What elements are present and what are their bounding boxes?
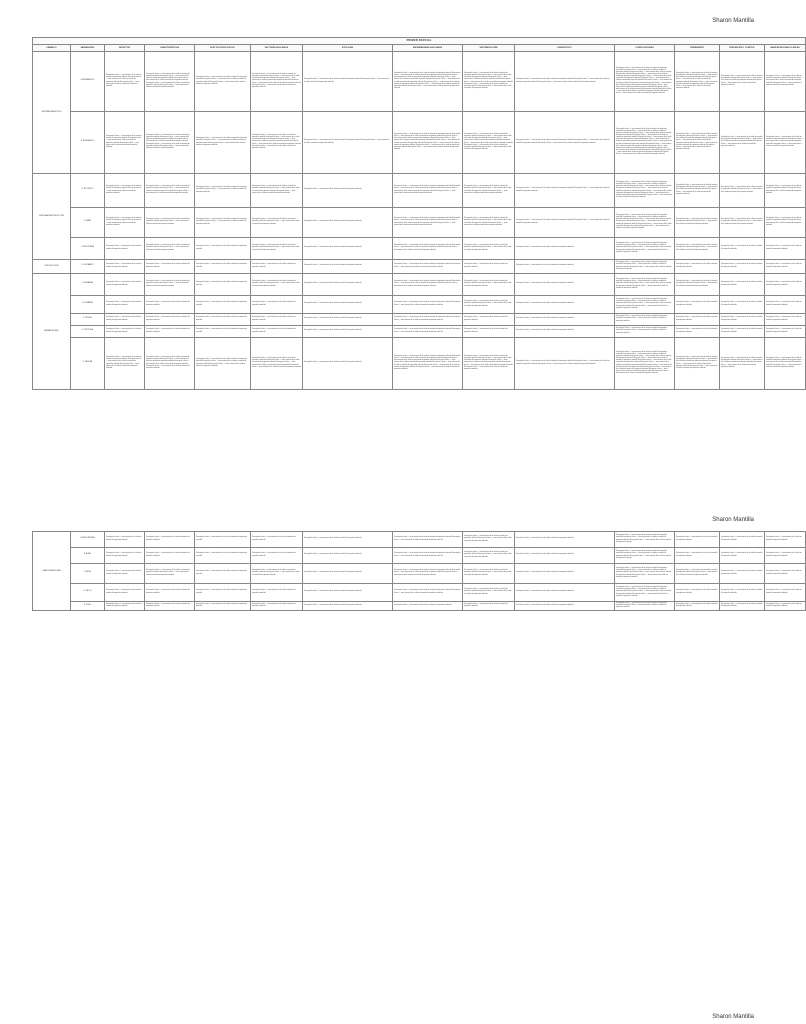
content-cell: Descripción clínica — texto extenso de la celda en tamaño de impresión reducido [515, 602, 615, 611]
content-cell: Descripción clínica — texto extenso de la celda en tamaño de impresión reducido [195, 602, 251, 611]
content-cell: Descripción clínica — texto extenso de la celda en tamaño de impresión reducido [720, 314, 765, 326]
content-cell: Descripción clínica — texto extenso de la celda en tamaño de impresión reducido [145, 584, 195, 602]
mediator-cell: R. INSULINA [71, 338, 105, 390]
content-cell: Descripción clínica — texto extenso de la celda en tamaño de impresión reducido [463, 602, 515, 611]
content-cell: Descripción clínica — texto extenso de la celda en tamaño de impresión reducido [765, 260, 806, 274]
content-cell: Descripción clínica — texto extenso de la celda en tamaño de impresión reducido [303, 208, 393, 238]
author-name: Sharon Mantilla [712, 18, 754, 24]
content-cell: Descripción clínica — texto extenso de la celda en tamaño de impresión reducido [195, 274, 251, 296]
content-cell: Descripción clínica — texto extenso de la celda en tamaño de impresión reducido [765, 564, 806, 584]
content-cell: Descripción clínica — texto extenso de la celda en tamaño de impresión reducido Descripción clínica — texto extenso de la celda en tamaño de impresión reducido Descripción clínica — texto extenso de la celda en tamaño de impresión reducido [195, 52, 251, 112]
content-cell: Descripción clínica — texto extenso de la celda en tamaño de impresión reducido [251, 602, 303, 611]
content-cell: Descripción clínica — texto extenso de la celda en tamaño de impresión reducido [145, 602, 195, 611]
content-cell: Descripción clínica — texto extenso de la celda en tamaño de impresión reducido [675, 532, 720, 548]
content-cell: Descripción clínica — texto extenso de la celda en tamaño de impresión reducido [515, 564, 615, 584]
system-cell: METABOLISMO [33, 274, 71, 390]
content-cell: Descripción clínica — texto extenso de la celda en tamaño de impresión reducido Descripción clínica — texto extenso de la celda en tamaño de impresión reducido [463, 564, 515, 584]
content-cell: Descripción clínica — texto extenso de la celda en tamaño de impresión reducido [195, 326, 251, 338]
content-cell: Descripción clínica — texto extenso de la celda en tamaño de impresión reducido Descripción clínica — texto extenso de la celda en tamaño de impresión reducido [393, 296, 463, 314]
column-header: EFECTOS FISIOLÓGICOS [195, 45, 251, 52]
table-row [33, 174, 806, 208]
content-cell: Descripción clínica — texto extenso de la celda en tamaño de impresión reducido [515, 296, 615, 314]
content-cell: Descripción clínica — texto extenso de la celda en tamaño de impresión reducido Descripción clínica — texto extenso de la celda en tamaño de impresión reducido [615, 326, 675, 338]
table-row [33, 296, 806, 314]
table-row [33, 326, 806, 338]
content-cell: Descripción clínica — texto extenso de la celda en tamaño de impresión reducido [105, 260, 145, 274]
table-row [33, 208, 806, 238]
content-cell: Descripción clínica — texto extenso de la celda en tamaño de impresión reducido [105, 314, 145, 326]
table-row [33, 338, 806, 390]
content-cell: Descripción clínica — texto extenso de la celda en tamaño de impresión reducido Descripción clínica — texto extenso de la celda en tamaño de impresión reducido Descripción clínica — texto extenso de la celda en tamaño de impresión reducido [720, 112, 765, 174]
content-cell: Descripción clínica — texto extenso de la celda en tamaño de impresión reducido Descripción clínica — texto extenso de la celda en tamaño de impresión reducido [463, 296, 515, 314]
mediator-cell: R. SEROTONINA [71, 238, 105, 260]
mediator-cell: R. MUSCARÍNICO [71, 112, 105, 174]
content-cell: Descripción clínica — texto extenso de la celda en tamaño de impresión reducido Descripción clínica — texto extenso de la celda en tamaño de impresión reducido [393, 584, 463, 602]
table-row [33, 112, 806, 174]
content-cell: Descripción clínica — texto extenso de la celda en tamaño de impresión reducido Descripción clínica — texto extenso de la celda en tamaño de impresión reducido [251, 238, 303, 260]
content-cell: Descripción clínica — texto extenso de la celda en tamaño de impresión reducido Descripción clínica — texto extenso de la celda en tamaño de impresión reducido Descripción clínica — texto extenso de la celda en tamaño de impresión reducido Descripción clínica — texto extenso de la celda en tamaño de impresión reducido Descripción clínica — texto extenso de la celda en tamaño de impresión reducido Descripción clínica — texto extenso de la celda en tamaño de impresión reducido [615, 208, 675, 238]
mediator-cell: R. CALCIO [71, 584, 105, 602]
content-cell: Descripción clínica — texto extenso de la celda en tamaño de impresión reducido [251, 296, 303, 314]
content-cell: Descripción clínica — texto extenso de la celda en tamaño de impresión reducido Descripción clínica — texto extenso de la celda en tamaño de impresión reducido [145, 208, 195, 238]
table-row [33, 584, 806, 602]
mediator-cell: R. BETA [71, 564, 105, 584]
column-header: ETIOLOGÍA [303, 45, 393, 52]
column-header: ENFERMEDADES ASOCIADAS [393, 45, 463, 52]
content-cell: Descripción clínica — texto extenso de la celda en tamaño de impresión reducido Descripción clínica — texto extenso de la celda en tamaño de impresión reducido [145, 274, 195, 296]
content-cell: Descripción clínica — texto extenso de la celda en tamaño de impresión reducido Descripción clínica — texto extenso de la celda en tamaño de impresión reducido Descripción clínica — texto extenso de la celda en tamaño de impresión reducido Descripción clínica — texto extenso de la celda en tamaño de impresión reducido Descripción clínica — texto extenso de la celda en tamaño de impresión reducido Descripción clínica — texto extenso de la celda en tamaño de impresión reducido [463, 112, 515, 174]
page-2-table [32, 531, 802, 611]
content-cell: Descripción clínica — texto extenso de la celda en tamaño de impresión reducido [463, 326, 515, 338]
content-cell: Descripción clínica — texto extenso de la celda en tamaño de impresión reducido [145, 296, 195, 314]
content-cell: Descripción clínica — texto extenso de la celda en tamaño de impresión reducido Descripción clínica — texto extenso de la celda en tamaño de impresión reducido Descripción clínica — texto extenso de la celda en tamaño de impresión reducido Descripción clínica — texto extenso de la celda en tamaño de impresión reducido [145, 338, 195, 390]
content-cell: Descripción clínica — texto extenso de la celda en tamaño de impresión reducido [765, 532, 806, 548]
content-cell: Descripción clínica — texto extenso de la celda en tamaño de impresión reducido Descripción clínica — texto extenso de la celda en tamaño de impresión reducido [393, 326, 463, 338]
content-cell: Descripción clínica — texto extenso de la celda en tamaño de impresión reducido Descripción clínica — texto extenso de la celda en tamaño de impresión reducido Descripción clínica — texto extenso de la celda en tamaño de impresión reducido Descripción clínica — texto extenso de la celda en tamaño de impresión reducido [251, 338, 303, 390]
content-cell: Descripción clínica — texto extenso de la celda en tamaño de impresión reducido Descripción clínica — texto extenso de la celda en tamaño de impresión reducido Descripción clínica — texto extenso de la celda en tamaño de impresión reducido Descripción clínica — texto extenso de la celda en tamaño de impresión reducido Descripción clínica — texto extenso de la celda en tamaño de impresión reducido [145, 112, 195, 174]
content-cell: Descripción clínica — texto extenso de la celda en tamaño de impresión reducido Descripción clínica — texto extenso de la celda en tamaño de impresión reducido Descripción clínica — texto extenso de la celda en tamaño de impresión reducido Descripción clínica — texto extenso de la celda en tamaño de impresión reducido Descripción clínica — texto extenso de la celda en tamaño de impresión reducido [145, 52, 195, 112]
system-cell: SISTEMA REPRODUCTOR [33, 174, 71, 260]
content-cell: Descripción clínica — texto extenso de la celda en tamaño de impresión reducido [720, 584, 765, 602]
content-cell: Descripción clínica — texto extenso de la celda en tamaño de impresión reducido [720, 326, 765, 338]
content-cell: Descripción clínica — texto extenso de la celda en tamaño de impresión reducido [251, 532, 303, 548]
content-cell: Descripción clínica — texto extenso de la celda en tamaño de impresión reducido Descripción clínica — texto extenso de la celda en tamaño de impresión reducido [105, 174, 145, 208]
document-title: PRIMER PARCIAL [33, 38, 806, 45]
content-cell: Descripción clínica — texto extenso de la celda en tamaño de impresión reducido [303, 602, 393, 611]
content-cell: Descripción clínica — texto extenso de la celda en tamaño de impresión reducido [195, 532, 251, 548]
content-cell: Descripción clínica — texto extenso de la celda en tamaño de impresión reducido Descripción clínica — texto extenso de la celda en tamaño de impresión reducido [675, 238, 720, 260]
content-cell: Descripción clínica — texto extenso de la celda en tamaño de impresión reducido [515, 548, 615, 564]
content-cell: Descripción clínica — texto extenso de la celda en tamaño de impresión reducido Descripción clínica — texto extenso de la celda en tamaño de impresión reducido Descripción clínica — texto extenso de la celda en tamaño de impresión reducido Descripción clínica — texto extenso de la celda en tamaño de impresión reducido [675, 338, 720, 390]
system-cell: CARDIOVASCULAR [33, 532, 71, 611]
content-cell: Descripción clínica — texto extenso de la celda en tamaño de impresión reducido [105, 326, 145, 338]
content-cell: Descripción clínica — texto extenso de la celda en tamaño de impresión reducido Descripción clínica — texto extenso de la celda en tamaño de impresión reducido Descripción clínica — texto extenso de la celda en tamaño de impresión reducido [463, 174, 515, 208]
author-name: Sharon Mantilla [712, 1014, 754, 1020]
content-cell: Descripción clínica — texto extenso de la celda en tamaño de impresión reducido [765, 326, 806, 338]
column-header: RECEPTOR [105, 45, 145, 52]
content-cell: Descripción clínica — texto extenso de la celda en tamaño de impresión reducido [515, 274, 615, 296]
content-cell: Descripción clínica — texto extenso de la celda en tamaño de impresión reducido [303, 548, 393, 564]
content-cell: Descripción clínica — texto extenso de la celda en tamaño de impresión reducido [303, 174, 393, 208]
mediator-cell: R. GLUTAMATO [71, 260, 105, 274]
content-cell: Descripción clínica — texto extenso de la celda en tamaño de impresión reducido [765, 274, 806, 296]
table-row [33, 314, 806, 326]
content-cell: Descripción clínica — texto extenso de la celda en tamaño de impresión reducido [105, 548, 145, 564]
content-cell: Descripción clínica — texto extenso de la celda en tamaño de impresión reducido [675, 314, 720, 326]
content-cell: Descripción clínica — texto extenso de la celda en tamaño de impresión reducido [720, 260, 765, 274]
content-cell: Descripción clínica — texto extenso de la celda en tamaño de impresión reducido [393, 602, 463, 611]
content-cell: Descripción clínica — texto extenso de la celda en tamaño de impresión reducido [195, 296, 251, 314]
content-cell: Descripción clínica — texto extenso de la celda en tamaño de impresión reducido [675, 602, 720, 611]
content-cell: Descripción clínica — texto extenso de la celda en tamaño de impresión reducido Descripción clínica — texto extenso de la celda en tamaño de impresión reducido Descripción clínica — texto extenso de la celda en tamaño de impresión reducido [105, 112, 145, 174]
content-cell: Descripción clínica — texto extenso de la celda en tamaño de impresión reducido [515, 584, 615, 602]
system-cell: SISTEMA NERVIOSO [33, 52, 71, 174]
mediator-cell: R. NICOTÍNICO [71, 174, 105, 208]
content-cell: Descripción clínica — texto extenso de la celda en tamaño de impresión reducido [720, 296, 765, 314]
content-cell: Descripción clínica — texto extenso de la celda en tamaño de impresión reducido Descripción clínica — texto extenso de la celda en tamaño de impresión reducido Descripción clínica — texto extenso de la celda en tamaño de impresión reducido Descripción clínica — texto extenso de la celda en tamaño de impresión reducido Descripción clínica — texto extenso de la celda en tamaño de impresión reducido Descripción clínica — texto extenso de la celda en tamaño de impresión reducido Descripción clínica — texto extenso de la celda en tamaño de impresión reducido Descripción clínica — texto extenso de la celda en tamaño de impresión reducido [393, 52, 463, 112]
content-cell: Descripción clínica — texto extenso de la celda en tamaño de impresión reducido Descripción clínica — texto extenso de la celda en tamaño de impresión reducido Descripción clínica — texto extenso de la celda en tamaño de impresión reducido [251, 174, 303, 208]
content-cell: Descripción clínica — texto extenso de la celda en tamaño de impresión reducido [251, 548, 303, 564]
content-cell: Descripción clínica — texto extenso de la celda en tamaño de impresión reducido [251, 260, 303, 274]
content-cell: Descripción clínica — texto extenso de la celda en tamaño de impresión reducido [720, 274, 765, 296]
mediator-cell: R. ADRENÉRGICO [71, 52, 105, 112]
content-cell: Descripción clínica — texto extenso de la celda en tamaño de impresión reducido Descripción clínica — texto extenso de la celda en tamaño de impresión reducido [675, 564, 720, 584]
mediator-cell: R. ALFA 1 [71, 548, 105, 564]
page-1-table [32, 37, 804, 390]
mediator-cell: R. DOPAMINA [71, 296, 105, 314]
content-cell: Descripción clínica — texto extenso de la celda en tamaño de impresión reducido Descripción clínica — texto extenso de la celda en tamaño de impresión reducido [720, 208, 765, 238]
content-cell: Descripción clínica — texto extenso de la celda en tamaño de impresión reducido Descripción clínica — texto extenso de la celda en tamaño de impresión reducido Descripción clínica — texto extenso de la celda en tamaño de impresión reducido Descripción clínica — texto extenso de la celda en tamaño de impresión reducido [615, 564, 675, 584]
content-cell: Descripción clínica — texto extenso de la celda en tamaño de impresión reducido Descripción clínica — texto extenso de la celda en tamaño de impresión reducido Descripción clínica — texto extenso de la celda en tamaño de impresión reducido Descripción clínica — texto extenso de la celda en tamaño de impresión reducido [615, 296, 675, 314]
content-cell: Descripción clínica — texto extenso de la celda en tamaño de impresión reducido [675, 296, 720, 314]
content-cell: Descripción clínica — texto extenso de la celda en tamaño de impresión reducido Descripción clínica — texto extenso de la celda en tamaño de impresión reducido [303, 52, 393, 112]
column-header: CARACTERÍSTICAS [145, 45, 195, 52]
content-cell: Descripción clínica — texto extenso de la celda en tamaño de impresión reducido [195, 584, 251, 602]
content-cell: Descripción clínica — texto extenso de la celda en tamaño de impresión reducido [765, 602, 806, 611]
content-cell: Descripción clínica — texto extenso de la celda en tamaño de impresión reducido [251, 326, 303, 338]
content-cell: Descripción clínica — texto extenso de la celda en tamaño de impresión reducido Descripción clínica — texto extenso de la celda en tamaño de impresión reducido Descripción clínica — texto extenso de la celda en tamaño de impresión reducido [105, 338, 145, 390]
content-cell: Descripción clínica — texto extenso de la celda en tamaño de impresión reducido Descripción clínica — texto extenso de la celda en tamaño de impresión reducido Descripción clínica — texto extenso de la celda en tamaño de impresión reducido [515, 338, 615, 390]
content-cell: Descripción clínica — texto extenso de la celda en tamaño de impresión reducido [145, 314, 195, 326]
content-cell: Descripción clínica — texto extenso de la celda en tamaño de impresión reducido [195, 548, 251, 564]
content-cell: Descripción clínica — texto extenso de la celda en tamaño de impresión reducido Descripción clínica — texto extenso de la celda en tamaño de impresión reducido Descripción clínica — texto extenso de la celda en tamaño de impresión reducido Descripción clínica — texto extenso de la celda en tamaño de impresión reducido Descripción clínica — texto extenso de la celda en tamaño de impresión reducido Descripción clínica — texto extenso de la celda en tamaño de impresión reducido Descripción clínica — texto extenso de la celda en tamaño de impresión reducido [393, 338, 463, 390]
content-cell: Descripción clínica — texto extenso de la celda en tamaño de impresión reducido [720, 238, 765, 260]
content-cell: Descripción clínica — texto extenso de la celda en tamaño de impresión reducido [675, 584, 720, 602]
content-cell: Descripción clínica — texto extenso de la celda en tamaño de impresión reducido Descripción clínica — texto extenso de la celda en tamaño de impresión reducido Descripción clínica — texto extenso de la celda en tamaño de impresión reducido Descripción clínica — texto extenso de la celda en tamaño de impresión reducido Descripción clínica — texto extenso de la celda en tamaño de impresión reducido Descripción clínica — texto extenso de la celda en tamaño de impresión reducido Descripción clínica — texto extenso de la celda en tamaño de impresión reducido Descripción clínica — texto extenso de la celda en tamaño de impresión reducido Descripción clínica — texto extenso de la celda en tamaño de impresión reducido Descripción clínica — texto extenso de la celda en tamaño de impresión reducido Descripción clínica — texto extenso de la celda en tamaño de impresión reducido Descripción clínica — texto extenso de la celda en tamaño de impresión reducido [615, 52, 675, 112]
content-cell: Descripción clínica — texto extenso de la celda en tamaño de impresión reducido Descripción clínica — texto extenso de la celda en tamaño de impresión reducido [393, 532, 463, 548]
table-row [33, 532, 806, 548]
mediator-cell: R. GABA [71, 208, 105, 238]
content-cell: Descripción clínica — texto extenso de la celda en tamaño de impresión reducido [195, 238, 251, 260]
content-cell: Descripción clínica — texto extenso de la celda en tamaño de impresión reducido Descripción clínica — texto extenso de la celda en tamaño de impresión reducido [195, 174, 251, 208]
content-cell: Descripción clínica — texto extenso de la celda en tamaño de impresión reducido [251, 584, 303, 602]
content-cell: Descripción clínica — texto extenso de la celda en tamaño de impresión reducido [303, 532, 393, 548]
mediator-cell: R. SODIO [71, 602, 105, 611]
content-cell: Descripción clínica — texto extenso de la celda en tamaño de impresión reducido [303, 584, 393, 602]
content-cell: Descripción clínica — texto extenso de la celda en tamaño de impresión reducido Descripción clínica — texto extenso de la celda en tamaño de impresión reducido Descripción clínica — texto extenso de la celda en tamaño de impresión reducido Descripción clínica — texto extenso de la celda en tamaño de impresión reducido Descripción clínica — texto extenso de la celda en tamaño de impresión reducido Descripción clínica — texto extenso de la celda en tamaño de impresión reducido Descripción clínica — texto extenso de la celda en tamaño de impresión reducido [615, 174, 675, 208]
table-row [33, 260, 806, 274]
content-cell: Descripción clínica — texto extenso de la celda en tamaño de impresión reducido [303, 274, 393, 296]
content-cell: Descripción clínica — texto extenso de la celda en tamaño de impresión reducido [720, 564, 765, 584]
column-header: TRATAMIENTO [675, 45, 720, 52]
content-cell: Descripción clínica — texto extenso de la celda en tamaño de impresión reducido Descripción clínica — texto extenso de la celda en tamaño de impresión reducido Descripción clínica — texto extenso de la celda en tamaño de impresión reducido [393, 564, 463, 584]
content-cell: Descripción clínica — texto extenso de la celda en tamaño de impresión reducido Descripción clínica — texto extenso de la celda en tamaño de impresión reducido Descripción clínica — texto extenso de la celda en tamaño de impresión reducido [765, 112, 806, 174]
content-cell: Descripción clínica — texto extenso de la celda en tamaño de impresión reducido Descripción clínica — texto extenso de la celda en tamaño de impresión reducido [515, 208, 615, 238]
content-cell: Descripción clínica — texto extenso de la celda en tamaño de impresión reducido [105, 238, 145, 260]
content-cell: Descripción clínica — texto extenso de la celda en tamaño de impresión reducido Descripción clínica — texto extenso de la celda en tamaño de impresión reducido Descripción clínica — texto extenso de la celda en tamaño de impresión reducido [720, 52, 765, 112]
content-cell: Descripción clínica — texto extenso de la celda en tamaño de impresión reducido Descripción clínica — texto extenso de la celda en tamaño de impresión reducido [105, 208, 145, 238]
content-cell: Descripción clínica — texto extenso de la celda en tamaño de impresión reducido [195, 314, 251, 326]
content-cell: Descripción clínica — texto extenso de la celda en tamaño de impresión reducido [105, 602, 145, 611]
content-cell: Descripción clínica — texto extenso de la celda en tamaño de impresión reducido [675, 326, 720, 338]
mediator-cell: R. OPIOIDE [71, 314, 105, 326]
mediator-cell: R. OXITOCINA [71, 326, 105, 338]
content-cell: Descripción clínica — texto extenso de la celda en tamaño de impresión reducido [145, 260, 195, 274]
content-cell: Descripción clínica — texto extenso de la celda en tamaño de impresión reducido Descripción clínica — texto extenso de la celda en tamaño de impresión reducido [145, 238, 195, 260]
content-cell: Descripción clínica — texto extenso de la celda en tamaño de impresión reducido Descripción clínica — texto extenso de la celda en tamaño de impresión reducido Descripción clínica — texto extenso de la celda en tamaño de impresión reducido Descripción clínica — texto extenso de la celda en tamaño de impresión reducido [615, 238, 675, 260]
content-cell: Descripción clínica — texto extenso de la celda en tamaño de impresión reducido [515, 314, 615, 326]
content-cell: Descripción clínica — texto extenso de la celda en tamaño de impresión reducido [463, 314, 515, 326]
content-cell: Descripción clínica — texto extenso de la celda en tamaño de impresión reducido Descripción clínica — texto extenso de la celda en tamaño de impresión reducido Descripción clínica — texto extenso de la celda en tamaño de impresión reducido Descripción clínica — texto extenso de la celda en tamaño de impresión reducido Descripción clínica — texto extenso de la celda en tamaño de impresión reducido [675, 52, 720, 112]
table-row [33, 238, 806, 260]
content-cell: Descripción clínica — texto extenso de la celda en tamaño de impresión reducido Descripción clínica — texto extenso de la celda en tamaño de impresión reducido [251, 564, 303, 584]
column-header: COMPLICACIONES [615, 45, 675, 52]
content-cell: Descripción clínica — texto extenso de la celda en tamaño de impresión reducido [675, 260, 720, 274]
content-cell: Descripción clínica — texto extenso de la celda en tamaño de impresión reducido Descripción clínica — texto extenso de la celda en tamaño de impresión reducido Descripción clínica — texto extenso de la celda en tamaño de impresión reducido Descripción clínica — texto extenso de la celda en tamaño de impresión reducido [615, 584, 675, 602]
content-cell: Descripción clínica — texto extenso de la celda en tamaño de impresión reducido [515, 260, 615, 274]
content-cell: Descripción clínica — texto extenso de la celda en tamaño de impresión reducido Descripción clínica — texto extenso de la celda en tamaño de impresión reducido [720, 174, 765, 208]
content-cell: Descripción clínica — texto extenso de la celda en tamaño de impresión reducido Descripción clínica — texto extenso de la celda en tamaño de impresión reducido [393, 548, 463, 564]
table-row [33, 274, 806, 296]
column-header: MANIFESTACIONES CLÍNICAS [765, 45, 806, 52]
table-row [33, 602, 806, 611]
content-cell: Descripción clínica — texto extenso de la celda en tamaño de impresión reducido Descripción clínica — texto extenso de la celda en tamaño de impresión reducido [463, 274, 515, 296]
content-cell: Descripción clínica — texto extenso de la celda en tamaño de impresión reducido [303, 314, 393, 326]
content-cell: Descripción clínica — texto extenso de la celda en tamaño de impresión reducido [765, 548, 806, 564]
content-cell: Descripción clínica — texto extenso de la celda en tamaño de impresión reducido Descripción clínica — texto extenso de la celda en tamaño de impresión reducido Descripción clínica — texto extenso de la celda en tamaño de impresión reducido [393, 238, 463, 260]
content-cell: Descripción clínica — texto extenso de la celda en tamaño de impresión reducido Descripción clínica — texto extenso de la celda en tamaño de impresión reducido Descripción clínica — texto extenso de la celda en tamaño de impresión reducido [463, 208, 515, 238]
content-cell: Descripción clínica — texto extenso de la celda en tamaño de impresión reducido [105, 564, 145, 584]
content-cell: Descripción clínica — texto extenso de la celda en tamaño de impresión reducido Descripción clínica — texto extenso de la celda en tamaño de impresión reducido Descripción clínica — texto extenso de la celda en tamaño de impresión reducido Descripción clínica — texto extenso de la celda en tamaño de impresión reducido Descripción clínica — texto extenso de la celda en tamaño de impresión reducido Descripción clínica — texto extenso de la celda en tamaño de impresión reducido [463, 52, 515, 112]
column-header: SINTOMATOLOGÍA [463, 45, 515, 52]
content-cell: Descripción clínica — texto extenso de la celda en tamaño de impresión reducido Descripción clínica — texto extenso de la celda en tamaño de impresión reducido [463, 532, 515, 548]
content-cell: Descripción clínica — texto extenso de la celda en tamaño de impresión reducido [720, 602, 765, 611]
content-cell: Descripción clínica — texto extenso de la celda en tamaño de impresión reducido [195, 564, 251, 584]
content-cell: Descripción clínica — texto extenso de la celda en tamaño de impresión reducido Descripción clínica — texto extenso de la celda en tamaño de impresión reducido [675, 208, 720, 238]
content-cell: Descripción clínica — texto extenso de la celda en tamaño de impresión reducido [515, 326, 615, 338]
content-cell: Descripción clínica — texto extenso de la celda en tamaño de impresión reducido [765, 296, 806, 314]
content-cell: Descripción clínica — texto extenso de la celda en tamaño de impresión reducido Descripción clínica — texto extenso de la celda en tamaño de impresión reducido [615, 314, 675, 326]
content-cell: Descripción clínica — texto extenso de la celda en tamaño de impresión reducido Descripción clínica — texto extenso de la celda en tamaño de impresión reducido Descripción clínica — texto extenso de la celda en tamaño de impresión reducido Descripción clínica — texto extenso de la celda en tamaño de impresión reducido [615, 274, 675, 296]
content-cell: Descripción clínica — texto extenso de la celda en tamaño de impresión reducido [720, 532, 765, 548]
content-cell: Descripción clínica — texto extenso de la celda en tamaño de impresión reducido Descripción clínica — texto extenso de la celda en tamaño de impresión reducido Descripción clínica — texto extenso de la celda en tamaño de impresión reducido [105, 52, 145, 112]
content-cell: Descripción clínica — texto extenso de la celda en tamaño de impresión reducido [720, 548, 765, 564]
content-cell: Descripción clínica — texto extenso de la celda en tamaño de impresión reducido [145, 532, 195, 548]
table-row [33, 548, 806, 564]
content-cell: Descripción clínica — texto extenso de la celda en tamaño de impresión reducido Descripción clínica — texto extenso de la celda en tamaño de impresión reducido Descripción clínica — texto extenso de la celda en tamaño de impresión reducido Descripción clínica — texto extenso de la celda en tamaño de impresión reducido Descripción clínica — texto extenso de la celda en tamaño de impresión reducido Descripción clínica — texto extenso de la celda en tamaño de impresión reducido Descripción clínica — texto extenso de la celda en tamaño de impresión reducido Descripción clínica — texto extenso de la celda en tamaño de impresión reducido Descripción clínica — texto extenso de la celda en tamaño de impresión reducido Descripción clínica — texto extenso de la celda en tamaño de impresión reducido [615, 338, 675, 390]
content-cell: Descripción clínica — texto extenso de la celda en tamaño de impresión reducido Descripción clínica — texto extenso de la celda en tamaño de impresión reducido [303, 112, 393, 174]
content-cell: Descripción clínica — texto extenso de la celda en tamaño de impresión reducido Descripción clínica — texto extenso de la celda en tamaño de impresión reducido Descripción clínica — texto extenso de la celda en tamaño de impresión reducido [615, 548, 675, 564]
content-cell: Descripción clínica — texto extenso de la celda en tamaño de impresión reducido [105, 584, 145, 602]
content-cell: Descripción clínica — texto extenso de la celda en tamaño de impresión reducido Descripción clínica — texto extenso de la celda en tamaño de impresión reducido Descripción clínica — texto extenso de la celda en tamaño de impresión reducido [615, 532, 675, 548]
content-cell: Descripción clínica — texto extenso de la celda en tamaño de impresión reducido Descripción clínica — texto extenso de la celda en tamaño de impresión reducido Descripción clínica — texto extenso de la celda en tamaño de impresión reducido Descripción clínica — texto extenso de la celda en tamaño de impresión reducido [393, 174, 463, 208]
content-cell: Descripción clínica — texto extenso de la celda en tamaño de impresión reducido Descripción clínica — texto extenso de la celda en tamaño de impresión reducido [251, 208, 303, 238]
content-cell: Descripción clínica — texto extenso de la celda en tamaño de impresión reducido Descripción clínica — texto extenso de la celda en tamaño de impresión reducido [765, 174, 806, 208]
content-cell: Descripción clínica — texto extenso de la celda en tamaño de impresión reducido [251, 314, 303, 326]
content-cell: Descripción clínica — texto extenso de la celda en tamaño de impresión reducido [303, 296, 393, 314]
content-cell: Descripción clínica — texto extenso de la celda en tamaño de impresión reducido Descripción clínica — texto extenso de la celda en tamaño de impresión reducido Descripción clínica — texto extenso de la celda en tamaño de impresión reducido [675, 174, 720, 208]
content-cell: Descripción clínica — texto extenso de la celda en tamaño de impresión reducido [303, 338, 393, 390]
content-cell: Descripción clínica — texto extenso de la celda en tamaño de impresión reducido Descripción clínica — texto extenso de la celda en tamaño de impresión reducido [251, 274, 303, 296]
content-cell: Descripción clínica — texto extenso de la celda en tamaño de impresión reducido [145, 548, 195, 564]
content-cell: Descripción clínica — texto extenso de la celda en tamaño de impresión reducido [303, 238, 393, 260]
content-cell: Descripción clínica — texto extenso de la celda en tamaño de impresión reducido Descripción clínica — texto extenso de la celda en tamaño de impresión reducido Descripción clínica — texto extenso de la celda en tamaño de impresión reducido [765, 52, 806, 112]
system-cell: PRODUCCIÓN [33, 260, 71, 274]
content-cell: Descripción clínica — texto extenso de la celda en tamaño de impresión reducido Descripción clínica — texto extenso de la celda en tamaño de impresión reducido Descripción clínica — texto extenso de la celda en tamaño de impresión reducido [515, 52, 615, 112]
content-cell: Descripción clínica — texto extenso de la celda en tamaño de impresión reducido Descripción clínica — texto extenso de la celda en tamaño de impresión reducido Descripción clínica — texto extenso de la celda en tamaño de impresión reducido [720, 338, 765, 390]
mediator-cell: R. HISTAMINA [71, 274, 105, 296]
column-header: MEDIADORES [71, 45, 105, 52]
content-cell: Descripción clínica — texto extenso de la celda en tamaño de impresión reducido [105, 296, 145, 314]
column-header: PREVENCIÓN Y CONTROL [720, 45, 765, 52]
content-cell: Descripción clínica — texto extenso de la celda en tamaño de impresión reducido [145, 326, 195, 338]
content-cell: Descripción clínica — texto extenso de la celda en tamaño de impresión reducido Descripción clínica — texto extenso de la celda en tamaño de impresión reducido [615, 602, 675, 611]
content-cell: Descripción clínica — texto extenso de la celda en tamaño de impresión reducido Descripción clínica — texto extenso de la celda en tamaño de impresión reducido Descripción clínica — texto extenso de la celda en tamaño de impresión reducido [195, 338, 251, 390]
content-cell: Descripción clínica — texto extenso de la celda en tamaño de impresión reducido [765, 314, 806, 326]
column-header: FÁRMACO [33, 45, 71, 52]
column-header: FACTORES ASOCIADOS [251, 45, 303, 52]
content-cell: Descripción clínica — texto extenso de la celda en tamaño de impresión reducido [515, 238, 615, 260]
content-cell: Descripción clínica — texto extenso de la celda en tamaño de impresión reducido [195, 260, 251, 274]
content-cell: Descripción clínica — texto extenso de la celda en tamaño de impresión reducido [303, 326, 393, 338]
content-cell: Descripción clínica — texto extenso de la celda en tamaño de impresión reducido [105, 532, 145, 548]
content-cell: Descripción clínica — texto extenso de la celda en tamaño de impresión reducido Descripción clínica — texto extenso de la celda en tamaño de impresión reducido Descripción clínica — texto extenso de la celda en tamaño de impresión reducido [145, 174, 195, 208]
content-cell: Descripción clínica — texto extenso de la celda en tamaño de impresión reducido Descripción clínica — texto extenso de la celda en tamaño de impresión reducido [393, 314, 463, 326]
content-cell: Descripción clínica — texto extenso de la celda en tamaño de impresión reducido Descripción clínica — texto extenso de la celda en tamaño de impresión reducido [675, 274, 720, 296]
content-cell: Descripción clínica — texto extenso de la celda en tamaño de impresión reducido Descripción clínica — texto extenso de la celda en tamaño de impresión reducido [463, 584, 515, 602]
content-cell: Descripción clínica — texto extenso de la celda en tamaño de impresión reducido Descripción clínica — texto extenso de la celda en tamaño de impresión reducido Descripción clínica — texto extenso de la celda en tamaño de impresión reducido Descripción clínica — texto extenso de la celda en tamaño de impresión reducido [393, 208, 463, 238]
table-row [33, 52, 806, 112]
content-cell: Descripción clínica — texto extenso de la celda en tamaño de impresión reducido Descripción clínica — texto extenso de la celda en tamaño de impresión reducido [195, 208, 251, 238]
content-cell: Descripción clínica — texto extenso de la celda en tamaño de impresión reducido Descripción clínica — texto extenso de la celda en tamaño de impresión reducido Descripción clínica — texto extenso de la celda en tamaño de impresión reducido [765, 338, 806, 390]
content-cell: Descripción clínica — texto extenso de la celda en tamaño de impresión reducido [303, 564, 393, 584]
content-cell: Descripción clínica — texto extenso de la celda en tamaño de impresión reducido [303, 260, 393, 274]
content-cell: Descripción clínica — texto extenso de la celda en tamaño de impresión reducido [515, 532, 615, 548]
content-cell: Descripción clínica — texto extenso de la celda en tamaño de impresión reducido Descripción clínica — texto extenso de la celda en tamaño de impresión reducido Descripción clínica — texto extenso de la celda en tamaño de impresión reducido [615, 260, 675, 274]
content-cell: Descripción clínica — texto extenso de la celda en tamaño de impresión reducido Descripción clínica — texto extenso de la celda en tamaño de impresión reducido [463, 548, 515, 564]
content-cell: Descripción clínica — texto extenso de la celda en tamaño de impresión reducido [765, 238, 806, 260]
content-cell: Descripción clínica — texto extenso de la celda en tamaño de impresión reducido [105, 274, 145, 296]
content-cell: Descripción clínica — texto extenso de la celda en tamaño de impresión reducido Descripción clínica — texto extenso de la celda en tamaño de impresión reducido Descripción clínica — texto extenso de la celda en tamaño de impresión reducido Descripción clínica — texto extenso de la celda en tamaño de impresión reducido Descripción clínica — texto extenso de la celda en tamaño de impresión reducido Descripción clínica — texto extenso de la celda en tamaño de impresión reducido Descripción clínica — texto extenso de la celda en tamaño de impresión reducido Descripción clínica — texto extenso de la celda en tamaño de impresión reducido [393, 112, 463, 174]
content-cell: Descripción clínica — texto extenso de la celda en tamaño de impresión reducido [765, 584, 806, 602]
table-row [33, 564, 806, 584]
content-cell: Descripción clínica — texto extenso de la celda en tamaño de impresión reducido Descripción clínica — texto extenso de la celda en tamaño de impresión reducido Descripción clínica — texto extenso de la celda en tamaño de impresión reducido Descripción clínica — texto extenso de la celda en tamaño de impresión reducido Descripción clínica — texto extenso de la celda en tamaño de impresión reducido [251, 112, 303, 174]
content-cell: Descripción clínica — texto extenso de la celda en tamaño de impresión reducido Descripción clínica — texto extenso de la celda en tamaño de impresión reducido [765, 208, 806, 238]
content-cell: Descripción clínica — texto extenso de la celda en tamaño de impresión reducido [675, 548, 720, 564]
content-cell: Descripción clínica — texto extenso de la celda en tamaño de impresión reducido Descripción clínica — texto extenso de la celda en tamaño de impresión reducido [393, 260, 463, 274]
content-cell: Descripción clínica — texto extenso de la celda en tamaño de impresión reducido Descripción clínica — texto extenso de la celda en tamaño de impresión reducido Descripción clínica — texto extenso de la celda en tamaño de impresión reducido [195, 112, 251, 174]
content-cell: Descripción clínica — texto extenso de la celda en tamaño de impresión reducido Descripción clínica — texto extenso de la celda en tamaño de impresión reducido Descripción clínica — texto extenso de la celda en tamaño de impresión reducido Descripción clínica — texto extenso de la celda en tamaño de impresión reducido Descripción clínica — texto extenso de la celda en tamaño de impresión reducido [463, 338, 515, 390]
author-name: Sharon Mantilla [712, 517, 754, 523]
content-cell: Descripción clínica — texto extenso de la celda en tamaño de impresión reducido Descripción clínica — texto extenso de la celda en tamaño de impresión reducido [515, 174, 615, 208]
content-cell: Descripción clínica — texto extenso de la celda en tamaño de impresión reducido Descripción clínica — texto extenso de la celda en tamaño de impresión reducido [463, 238, 515, 260]
content-cell: Descripción clínica — texto extenso de la celda en tamaño de impresión reducido Descripción clínica — texto extenso de la celda en tamaño de impresión reducido Descripción clínica — texto extenso de la celda en tamaño de impresión reducido Descripción clínica — texto extenso de la celda en tamaño de impresión reducido Descripción clínica — texto extenso de la celda en tamaño de impresión reducido [675, 112, 720, 174]
content-cell: Descripción clínica — texto extenso de la celda en tamaño de impresión reducido Descripción clínica — texto extenso de la celda en tamaño de impresión reducido [145, 564, 195, 584]
column-header: DIAGNÓSTICO [515, 45, 615, 52]
content-cell: Descripción clínica — texto extenso de la celda en tamaño de impresión reducido Descripción clínica — texto extenso de la celda en tamaño de impresión reducido Descripción clínica — texto extenso de la celda en tamaño de impresión reducido Descripción clínica — texto extenso de la celda en tamaño de impresión reducido Descripción clínica — texto extenso de la celda en tamaño de impresión reducido [251, 52, 303, 112]
content-cell: Descripción clínica — texto extenso de la celda en tamaño de impresión reducido Descripción clínica — texto extenso de la celda en tamaño de impresión reducido Descripción clínica — texto extenso de la celda en tamaño de impresión reducido [393, 274, 463, 296]
content-cell: Descripción clínica — texto extenso de la celda en tamaño de impresión reducido Descripción clínica — texto extenso de la celda en tamaño de impresión reducido Descripción clínica — texto extenso de la celda en tamaño de impresión reducido Descripción clínica — texto extenso de la celda en tamaño de impresión reducido Descripción clínica — texto extenso de la celda en tamaño de impresión reducido Descripción clínica — texto extenso de la celda en tamaño de impresión reducido Descripción clínica — texto extenso de la celda en tamaño de impresión reducido Descripción clínica — texto extenso de la celda en tamaño de impresión reducido Descripción clínica — texto extenso de la celda en tamaño de impresión reducido Descripción clínica — texto extenso de la celda en tamaño de impresión reducido Descripción clínica — texto extenso de la celda en tamaño de impresión reducido Descripción clínica — texto extenso de la celda en tamaño de impresión reducido [615, 112, 675, 174]
content-cell: Descripción clínica — texto extenso de la celda en tamaño de impresión reducido Descripción clínica — texto extenso de la celda en tamaño de impresión reducido Descripción clínica — texto extenso de la celda en tamaño de impresión reducido [515, 112, 615, 174]
content-cell: Descripción clínica — texto extenso de la celda en tamaño de impresión reducido [463, 260, 515, 274]
column-headers [33, 45, 806, 52]
mediator-cell: R. ANGIOTENSINA [71, 532, 105, 548]
